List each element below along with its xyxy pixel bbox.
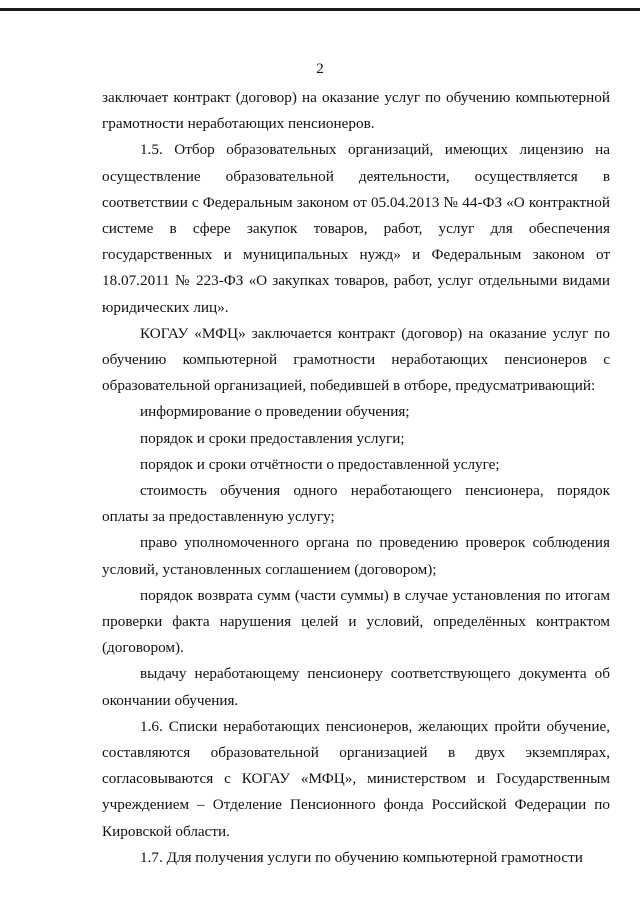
list-item: стоимость обучения одного неработающего пенсионера, порядок оплаты за предоставленную услугу; <box>102 482 610 526</box>
list-item: выдачу неработающему пенсионеру соответствующего документа об окончании обучения. <box>102 665 610 709</box>
paragraph-contract: КОГАУ «МФЦ» заключается контракт (договор) на оказание услуг по обучению компьютерной грамотности неработающих пенсионеров с образовательной организацией, победившей в отборе, предусматривающий: <box>102 324 610 395</box>
paragraph-1-5: 1.5. Отбор образовательных организаций, имеющих лицензию на осуществление образовательной деятельности, осуществляется в соответствии с Федеральным законом от 05.04.2013 № 44-ФЗ «О контрактной системе в сфере закупок товаров, работ, услуг для обеспечения государственных и муниципальных нужд» и Федеральным законом от 18.07.2011 № 223-ФЗ «О закупках товаров, работ, услуг отдельными видами юридических лиц». <box>102 141 610 316</box>
list-item: порядок и сроки отчётности о предоставленной услуге; <box>140 455 500 473</box>
list-item: информирование о проведении обучения; <box>140 403 410 421</box>
list-item: право уполномоченного органа по проведению проверок соблюдения условий, установленных соглашением (договором); <box>102 534 610 578</box>
paragraph-continuation: заключает контракт (договор) на оказание услуг по обучению компьютерной грамотности неработающих пенсионеров. <box>102 89 610 133</box>
page-number: 2 <box>316 61 324 77</box>
paragraph-1-6: 1.6. Списки неработающих пенсионеров, желающих пройти обучение, составляются образовательной организацией в двух экземплярах, согласовываются с КОГАУ «МФЦ», министерством и Государственным учреждением – Отделение Пенсионного фонда Российской Федерации по Кировской области. <box>102 717 610 840</box>
document-body <box>102 85 610 871</box>
paragraph-1-7: 1.7. Для получения услуги по обучению компьютерной грамотности <box>140 848 583 866</box>
top-border-line <box>0 8 640 11</box>
list-item: порядок и сроки предоставления услуги; <box>140 429 405 447</box>
list-item: порядок возврата сумм (части суммы) в случае установления по итогам проверки факта нарушения целей и условий, определённых контрактом (договором). <box>102 586 610 657</box>
